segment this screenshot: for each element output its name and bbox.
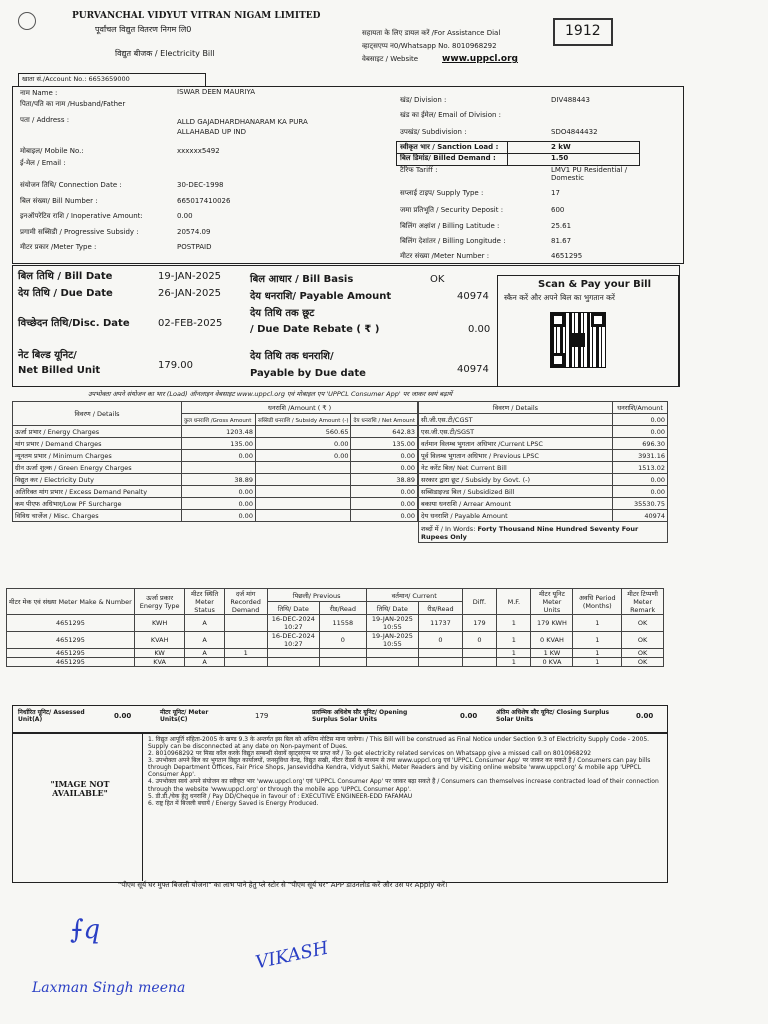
meter-row: [7, 615, 664, 632]
connection-date: 30-DEC-1998: [177, 181, 224, 189]
charge-net: 0.00: [351, 510, 418, 522]
meter-header-prev-read: रीड/Read: [320, 602, 367, 615]
meter-header-mf: M.F.: [497, 589, 531, 615]
meter-cell-recorded-demand: [224, 615, 267, 632]
tariff-value: LMV1 PU Residential / Domestic: [551, 166, 628, 182]
meter-cell-meter-number: 4651295: [7, 615, 135, 632]
meter-cell-meter-remark: OK: [622, 615, 664, 632]
meter-cell-prev-read: 0: [320, 632, 367, 649]
meter-cell-meter-units: 1 KW: [531, 649, 573, 658]
bill-number: 665017410026: [177, 197, 231, 205]
meter-header-curr-date: तिथि/ Date: [366, 602, 418, 615]
charge-subsidy: 0.00: [255, 438, 351, 450]
right-header-details: विवरण / Details: [419, 402, 613, 414]
company-logo: [18, 12, 36, 30]
disc-date-label: विच्छेदन तिथि/Disc. Date: [18, 318, 130, 329]
address-label: पता / Address :: [20, 116, 70, 124]
connection-label: संयोजन तिथि/ Connection Date :: [20, 181, 122, 189]
meter-cell-meter-remark: OK: [622, 649, 664, 658]
right-charge-row: [419, 426, 668, 438]
charge-label: अतिरिक्त मांग प्रभार / Excess Demand Penalty: [13, 486, 182, 498]
meter-cell-prev-read: 11558: [320, 615, 367, 632]
meter-cell-meter-remark: OK: [622, 632, 664, 649]
right-header-amount: धनराशि/Amount: [613, 402, 668, 414]
charge-gross: 0.00: [182, 510, 256, 522]
by-due-label-1: देय तिथि तक धनराशि/: [250, 351, 334, 362]
in-words-value: Forty Thousand Nine Hundred Seventy Four Rupees Only: [421, 524, 639, 541]
address-line-2: ALLAHABAD UP IND: [177, 128, 247, 136]
right-charge-value: 696.30: [613, 438, 668, 450]
meter-cell-meter-status: A: [185, 649, 224, 658]
net-unit-label-1: नेट बिल्ड यूनिट/: [18, 350, 77, 361]
meter-header-previous: पिछली/ Previous: [267, 589, 366, 602]
right-charge-value: 1513.02: [613, 462, 668, 474]
right-charge-row: [419, 510, 668, 522]
subsidy-value: 20574.09: [177, 228, 211, 236]
meter-cell-period: 1: [573, 649, 622, 658]
meter-cell-prev-read: [320, 658, 367, 667]
assist-number: 1912: [565, 23, 601, 39]
meter-cell-energy-type: KW: [134, 649, 185, 658]
charge-net: 0.00: [351, 462, 418, 474]
meter-units-value: 179: [255, 712, 269, 720]
closing-solar-label: अंतिम अधिशेष सौर यूनिट/ Closing Surplus Solar Units: [496, 709, 610, 723]
charge-row: [13, 450, 418, 462]
meter-row: [7, 632, 664, 649]
charges-table-right: [418, 401, 668, 543]
meter-row: [7, 649, 664, 658]
meter-cell-meter-units: 0 KVA: [531, 658, 573, 667]
right-charge-row: [419, 474, 668, 486]
opening-solar-value: 0.00: [460, 712, 478, 720]
right-charge-row: [419, 462, 668, 474]
supply-label: सप्लाई टाइप/ Supply Type :: [400, 189, 484, 197]
due-date: 26-JAN-2025: [158, 288, 222, 299]
meter-header-status: मीटर स्थिति Meter Status: [185, 589, 224, 615]
opening-solar-label: प्रारम्भिक अधिशेष सौर यूनिट/ Opening Surplus Solar Units: [312, 709, 408, 723]
right-charge-row: [419, 414, 668, 426]
meter-cell-meter-units: 0 KVAH: [531, 632, 573, 649]
mobile-label: मोबाइल/ Mobile No.:: [20, 147, 84, 155]
meter-type-value: POSTPAID: [177, 243, 212, 251]
right-charge-value: 0.00: [613, 474, 668, 486]
assist-number-box: [553, 18, 613, 46]
meter-cell-recorded-demand: 1: [224, 649, 267, 658]
meter-cell-recorded-demand: [224, 658, 267, 667]
meter-cell-meter-number: 4651295: [7, 649, 135, 658]
longitude-label: बिलिंग देशांतर / Billing Longitude :: [400, 237, 506, 245]
charges-header-amount: धनराशि /Amount ( ₹ ): [182, 402, 418, 414]
scan-pay-title: Scan & Pay your Bill: [538, 279, 652, 290]
charge-subsidy: 0.00: [255, 450, 351, 462]
right-charge-label: नेट करेंट बिल/ Net Current Bill: [419, 462, 613, 474]
subsidy-label: प्रगामी सब्सिडी / Progressive Subsidy :: [20, 228, 139, 236]
charge-subsidy: [255, 486, 351, 498]
meter-cell-meter-status: A: [185, 658, 224, 667]
right-charge-label: एस.जी.एस.टी/SGST: [419, 426, 613, 438]
signature-initials: ⨍q: [70, 915, 101, 945]
meter-cell-meter-status: A: [185, 615, 224, 632]
payable-label: देय धनराशि/ Payable Amount: [250, 291, 392, 302]
meter-cell-curr-date: [366, 649, 418, 658]
division-label: खंड/ Division :: [400, 96, 447, 104]
charge-row: [13, 498, 418, 510]
sanction-value: 2 kW: [551, 143, 571, 151]
note-3: 3. उपभोक्ता अपने बिल का भुगतान विद्युत कार्यालयों, जनसुविधा केन्द्र, विद्युत सखी, मीटर रीडर्स के माध्यम से तथा www.uppcl.org एवं 'UPPCL Consumer App' पर जाकर कर सकते हैं / Consumers can pay bills through Department Offices, Fair Price Shops, Janseviddha Kendra, Vidyut Sakhi, Meter Readers and by visiting online website 'www.uppcl.org' & mobile app 'UPPCL Consumer App'.: [148, 757, 651, 779]
subdivision-label: उपखंड/ Subdivision :: [400, 128, 467, 136]
father-label: पिता/पति का नाम /Husband/Father: [20, 100, 126, 108]
right-charge-value: 0.00: [613, 426, 668, 438]
meter-header-recorded-demand: दर्ज मांग Recorded Demand: [224, 589, 267, 615]
division-email-label: खंड का ईमेल/ Email of Division :: [400, 111, 501, 119]
due-date-label: देय तिथि / Due Date: [18, 288, 113, 299]
inoperative-value: 0.00: [177, 212, 193, 220]
by-due-label-2: Payable by Due date: [250, 368, 366, 379]
security-value: 600: [551, 206, 565, 214]
disc-date: 02-FEB-2025: [158, 318, 223, 329]
charges-header-gross: कुल धनराशि /Gross Amount: [182, 414, 256, 426]
meter-header-make: मीटर मेक एवं संख्या Meter Make & Number: [7, 589, 135, 615]
right-charge-label: सब्सिडाइज्ड बिल / Subsidized Bill: [419, 486, 613, 498]
notes-divider: [142, 733, 143, 881]
meter-type-label: मीटर प्रकार /Meter Type :: [20, 243, 97, 251]
meter-cell-mf: 1: [497, 632, 531, 649]
meter-cell-recorded-demand: [224, 632, 267, 649]
net-unit-label-2: Net Billed Unit: [18, 365, 101, 376]
address-line-1: ALLD GAJADHARDHANARAM KA PURA: [177, 118, 308, 126]
billed-demand-value: 1.50: [551, 154, 569, 162]
right-charge-row: [419, 450, 668, 462]
meter-table: [6, 588, 664, 667]
charge-row: [13, 426, 418, 438]
payable-value: 40974: [457, 291, 489, 302]
notes-list: [148, 736, 660, 807]
note-4: 4. उपभोक्ता स्वयं अपने संयोजन का स्वीकृत भार 'www.uppcl.org' एवं 'UPPCL Consumer App' पर जाकर बढ़ा सकते हैं / Consumers can themselves increase contracted load of their connection through the website 'www.uppcl.org' or through the mobile app 'UPPCL Consumer App'.: [148, 778, 659, 793]
charge-label: मांग प्रभार / Demand Charges: [13, 438, 182, 450]
security-label: जमा प्रतिभूति / Security Deposit :: [400, 206, 504, 214]
charge-gross: 0.00: [182, 486, 256, 498]
meter-header-curr-read: रीड/Read: [419, 602, 463, 615]
right-charge-label: पूर्व विलम्ब भुगतान अधिभार / Previous LPSC: [419, 450, 613, 462]
meter-header-energy-type: ऊर्जा प्रकार Energy Type: [134, 589, 185, 615]
meter-cell-mf: 1: [497, 649, 531, 658]
charge-subsidy: [255, 462, 351, 474]
note-6: 6. राष्ट्र हित में बिजली बचायें / Energy Saved is Energy Produced.: [148, 799, 319, 807]
rebate-label-1: देय तिथि तक छूट: [250, 308, 315, 319]
meter-cell-curr-date: 19-JAN-2025 10:55: [366, 615, 418, 632]
meter-cell-curr-date: 19-JAN-2025 10:55: [366, 632, 418, 649]
charge-row: [13, 438, 418, 450]
account-no: खाता सं./Account No.: 6653659000: [22, 75, 130, 83]
charge-net: 0.00: [351, 498, 418, 510]
meter-cell-curr-read: [419, 658, 463, 667]
note-5: 5. डी.डी./चेक हेतु धनराशि / Pay DD/Cheque in favour of : EXECUTIVE ENGINEER-EDD FAFAMAU: [148, 792, 413, 800]
bill-number-label: बिल संख्या/ Bill Number :: [20, 197, 98, 205]
right-charge-label: देय धनराशि / Payable Amount: [419, 510, 613, 522]
tariff-label: टैरिफ Tariff :: [400, 166, 438, 174]
charge-subsidy: 560.65: [255, 426, 351, 438]
bill-date: 19-JAN-2025: [158, 271, 222, 282]
in-words-label: शब्दों में / In Words:: [421, 524, 476, 533]
charge-label: ग्रीन ऊर्जा शुल्क / Green Energy Charges: [13, 462, 182, 474]
meter-cell-curr-read: 11737: [419, 615, 463, 632]
assessed-value: 0.00: [114, 712, 132, 720]
company-name-en: PURVANCHAL VIDYUT VITRAN NIGAM LIMITED: [72, 11, 321, 21]
qr-code[interactable]: [551, 313, 605, 367]
meter-row: [7, 658, 664, 667]
charge-gross: 1203.48: [182, 426, 256, 438]
right-charge-label: सी.जी.एस.टी/CGST: [419, 414, 613, 426]
meter-cell-mf: 1: [497, 615, 531, 632]
right-charge-value: 40974: [613, 510, 668, 522]
charge-label: विद्युत कर / Electricity Duty: [13, 474, 182, 486]
meter-cell-curr-read: [419, 649, 463, 658]
charge-label: ऊर्जा प्रभार / Energy Charges: [13, 426, 182, 438]
right-charge-label: सरकार द्वारा छूट / Subsidy by Govt. (-): [419, 474, 613, 486]
meter-cell-period: 1: [573, 615, 622, 632]
meter-cell-meter-number: 4651295: [7, 658, 135, 667]
charge-row: [13, 486, 418, 498]
right-charge-value: 0.00: [613, 486, 668, 498]
whatsapp-number: व्हाट्सएप्प न0/Whatsapp No. 8010968292: [362, 42, 497, 50]
meter-header-units: मीटर यूनिट Meter Units: [531, 589, 573, 615]
division-value: DIV488443: [551, 96, 590, 104]
note-2: 2. 8010968292 पर मिस्ड कॉल करके विद्युत सम्बन्धी सेवायें व्हाट्सएप्प पर प्राप्त करें / To get electricity related services on Whatsapp give a missed call on 8010968292: [148, 750, 592, 758]
meter-header-prev-date: तिथि/ Date: [267, 602, 319, 615]
meter-cell-prev-date: 16-DEC-2024 10:27: [267, 632, 319, 649]
charges-table-left: [12, 401, 418, 522]
signature-laxman: Laxman Singh meena: [32, 980, 186, 996]
meter-cell-energy-type: KVA: [134, 658, 185, 667]
email-label: ई-मेल / Email :: [20, 159, 66, 167]
charge-gross: [182, 462, 256, 474]
charge-gross: 0.00: [182, 450, 256, 462]
charge-row: [13, 510, 418, 522]
meter-cell-prev-date: [267, 658, 319, 667]
note-1: 1. विद्युत आपूर्ति संहिता-2005 के खण्ड 9.3 के अन्तर्गत इस बिल को अन्तिम नोटिस माना जायेगा। / This Bill will be construed as Final Notice under Section 9.3 of Electricity Supply Code - 2005. Supply can be disconnected at any date on Non-payment of Dues.: [148, 736, 650, 751]
right-charge-label: वर्तमान विलम्ब भुगतान अधिभार /Current LPSC: [419, 438, 613, 450]
charge-net: 38.89: [351, 474, 418, 486]
mobile-value: xxxxxx5492: [177, 147, 220, 155]
charge-label: कम पीएफ अधिभार/Low PF Surcharge: [13, 498, 182, 510]
charge-subsidy: [255, 510, 351, 522]
meter-cell-diff: [462, 658, 496, 667]
right-charge-row: [419, 438, 668, 450]
charge-subsidy: [255, 498, 351, 510]
image-not-available: "IMAGE NOT AVAILABLE": [50, 779, 110, 798]
meter-cell-period: 1: [573, 658, 622, 667]
meter-header-period: अवधि Period (Months): [573, 589, 622, 615]
charge-label: न्यूनतम प्रभार / Minimum Charges: [13, 450, 182, 462]
charge-label: विविध चार्जेज / Misc. Charges: [13, 510, 182, 522]
net-unit-value: 179.00: [158, 360, 193, 371]
longitude-value: 81.67: [551, 237, 572, 245]
website-label: वेबसाइट / Website: [362, 55, 419, 63]
bill-date-label: बिल तिथि / Bill Date: [18, 271, 113, 282]
supply-value: 17: [551, 189, 560, 197]
inoperative-label: इनऑपरेटिव राशि / Inoperative Amount:: [20, 212, 143, 220]
latitude-value: 25.61: [551, 222, 572, 230]
charge-row: [13, 474, 418, 486]
charge-row: [13, 462, 418, 474]
name-label: नाम Name :: [20, 89, 58, 97]
charge-net: 642.83: [351, 426, 418, 438]
meter-header-current: वर्तमान/ Current: [366, 589, 462, 602]
billed-demand-label: बिल डिमांड/ Billed Demand :: [400, 154, 496, 162]
meter-cell-curr-date: [366, 658, 418, 667]
charges-header-subsidy: सब्सिडी धनराशि / Subsidy Amount (-): [255, 414, 351, 426]
right-charge-row: [419, 486, 668, 498]
charge-gross: 0.00: [182, 498, 256, 510]
assessed-label: निर्धारित यूनिट/ Assessed Unit(A): [18, 709, 85, 723]
in-words-cell: [419, 522, 668, 543]
charge-subsidy: [255, 474, 351, 486]
latitude-label: बिलिंग अक्षांश / Billing Latitude :: [400, 222, 500, 230]
consumer-name: ISWAR DEEN MAURIYA: [177, 88, 256, 96]
meter-cell-meter-status: A: [185, 632, 224, 649]
by-due-value: 40974: [457, 364, 489, 375]
meter-cell-meter-remark: OK: [622, 658, 664, 667]
sanction-label: स्वीकृत भार / Sanction Load :: [400, 143, 499, 151]
pm-surya-footer: "पीएम सूर्य घर मुफ्त बिजली योजना" का लाभ पाने हेतु प्ले स्टोर से "पीएम सूर्य घर" APP डाउनलोड करें और उस पर Apply करें।: [118, 881, 448, 889]
meter-cell-meter-number: 4651295: [7, 632, 135, 649]
meter-cell-prev-date: [267, 649, 319, 658]
charge-gross: 38.89: [182, 474, 256, 486]
subdivision-value: SDO4844432: [551, 128, 598, 136]
rebate-label-2: / Due Date Rebate ( ₹ ): [250, 324, 380, 335]
load-note: उपभोक्ता अपने संयोजन का भार (Load) ऑनलाइन वेबसाइट www.uppcl.org एवं मोबाइल एप 'UPPCL Consumer App' पर जाकर स्वयं बढ़ायें: [88, 390, 453, 398]
bill-basis-value: OK: [430, 274, 445, 285]
assist-label: सहायता के लिए डायल करें /For Assistance Dial: [362, 29, 501, 37]
bill-title: विद्युत बीजक / Electricity Bill: [115, 49, 215, 58]
right-charge-row: [419, 498, 668, 510]
meter-header-diff: Diff.: [462, 589, 496, 615]
signature-vikash: VIKASH: [253, 937, 331, 974]
meter-cell-prev-date: 16-DEC-2024 10:27: [267, 615, 319, 632]
meter-cell-diff: 179: [462, 615, 496, 632]
right-charge-value: 0.00: [613, 414, 668, 426]
charge-net: 0.00: [351, 450, 418, 462]
meter-cell-period: 1: [573, 632, 622, 649]
meter-cell-energy-type: KVAH: [134, 632, 185, 649]
meter-header-remark: मीटर टिप्पणी Meter Remark: [622, 589, 664, 615]
right-charge-value: 3931.16: [613, 450, 668, 462]
charge-gross: 135.00: [182, 438, 256, 450]
right-charge-label: बकाया धनराशि / Arrear Amount: [419, 498, 613, 510]
right-charge-value: 35530.75: [613, 498, 668, 510]
meter-cell-diff: 0: [462, 632, 496, 649]
meter-number-value: 4651295: [551, 252, 583, 260]
website-link[interactable]: www.uppcl.org: [442, 54, 518, 64]
account-no-box: [18, 73, 206, 87]
rebate-value: 0.00: [468, 324, 491, 335]
charges-header-net: देय धनराशि / Net Amount: [351, 414, 418, 426]
meter-cell-energy-type: KWH: [134, 615, 185, 632]
bill-basis-label: बिल आधार / Bill Basis: [250, 274, 354, 285]
company-name-hi: पूर्वांचल विद्युत वितरण निगम लि0: [95, 25, 192, 34]
charge-net: 0.00: [351, 486, 418, 498]
meter-cell-mf: 1: [497, 658, 531, 667]
scan-pay-subtitle: स्कैन करें और अपने बिल का भुगतान करें: [504, 293, 615, 302]
meter-cell-diff: [462, 649, 496, 658]
meter-cell-prev-read: [320, 649, 367, 658]
meter-units-label: मीटर यूनिट/ Meter Units(C): [160, 709, 209, 723]
charges-header-details: विवरण / Details: [13, 402, 182, 426]
meter-cell-meter-units: 179 KWH: [531, 615, 573, 632]
meter-number-label: मीटर संख्या /Meter Number :: [400, 252, 490, 260]
charge-net: 135.00: [351, 438, 418, 450]
meter-cell-curr-read: 0: [419, 632, 463, 649]
closing-solar-value: 0.00: [636, 712, 654, 720]
